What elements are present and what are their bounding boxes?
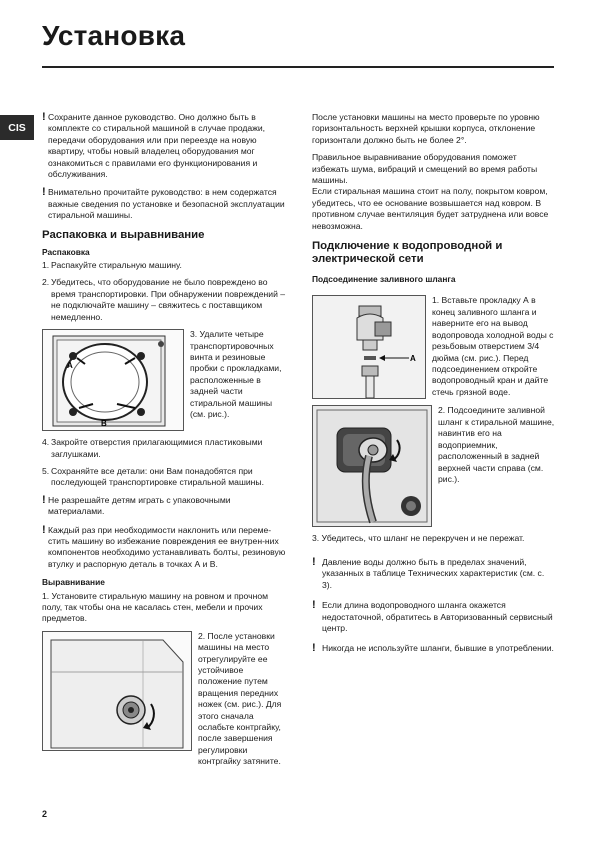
tap-figure (312, 295, 426, 399)
tap-hose-illustration (313, 296, 425, 398)
warning-icon: ! (42, 523, 46, 536)
warning-icon: ! (42, 111, 46, 123)
warning-used-hoses (312, 643, 555, 654)
leveling-benefit: Правильное выравнивание оборудования поможет избежать шума, вибраций и смещений во время работы машины. (312, 152, 538, 186)
inlet-figure (312, 405, 432, 527)
warning-icon: ! (312, 642, 316, 655)
figure-row-tap (312, 295, 555, 399)
carpet-note: Если стиральная машина стоит на полу, покрытом ковром, убедитесь, что ее основание возвышается над ковром. В противном случае вентиляция будет затруднена или вовсе невозможна. (312, 186, 549, 231)
figure-caption: 3. Удалите четыре транспортировочных винта и резиновые пробки с прокладками, расположенные в задней части стиральной машины (см. рис.). (190, 329, 282, 419)
warning-keep-manual (42, 112, 287, 180)
warning-text: Не разрешайте детям играть с упаковочными материалами. (48, 494, 231, 517)
page-title: Установка (42, 20, 186, 51)
hose-check: 3. Убедитесь, что шланг не перекручен и не пережат. (312, 533, 525, 544)
page-number: 2 (42, 809, 48, 819)
figure-row-feet (42, 631, 287, 768)
label-a: A (410, 354, 416, 364)
section-heading-unpacking: Распаковка и выравнивание (42, 228, 205, 241)
washer-foot-illustration (43, 632, 191, 750)
warning-transport (42, 525, 287, 571)
figure-caption: 2. После установки машины на место отрегулируйте ее устойчивое положение путем вращения передних ножек (см. рис.). Для этого сначала ослабьте контргайку, после завершения регулировки контргайку затяните. (198, 630, 282, 767)
warning-icon: ! (312, 555, 316, 568)
subheading-inlet-hose: Подсоединение заливного шланга (312, 274, 456, 285)
hose-inlet-illustration (313, 406, 431, 526)
warning-children (42, 495, 287, 518)
warning-icon: ! (42, 493, 46, 506)
warning-icon: ! (42, 186, 46, 199)
list-item: 1. Распакуйте стиральную машину. (42, 260, 182, 271)
list-item: 2. Убедитесь, что оборудование не было повреждено во время транспортировки. При обнаружении повреждений – не подключайте машину – свяжитесь с поставщиком немедленно. (42, 277, 286, 322)
title-rule (42, 66, 554, 68)
left-column (42, 112, 287, 774)
warning-icon: ! (312, 599, 316, 612)
warning-text: Давление воды должно быть в пределах значений, указанных в таблице Технических характеристик (см. с. 3). (322, 556, 545, 590)
warning-pressure (312, 557, 555, 591)
leveling-check: После установки машины на место проверьте по уровню горизонтальность верхней крышки корпуса, отклонение горизонтали должно быть не более 2°. (312, 112, 540, 145)
list-item: 4. Закройте отверстия прилагающимися пластиковыми заглушками. (42, 437, 263, 459)
warning-text: Если длина водопроводного шланга окажется недостаточной, обратитесь в Авторизованный сервисный центр. (322, 600, 553, 633)
right-column (312, 112, 555, 664)
warning-text: Никогда не используйте шланги, бывшие в употреблении. (322, 643, 554, 654)
label-b: B (101, 419, 107, 429)
figure-caption: 1. Вставьте прокладку А в конец заливного шланга и наверните его на вывод водопровода холодной воды с резьбовым отверстием 3/4 дюйма (см. рис.). Перед подсоединением откройте водопроводный кран и дайте стечь грязной воде. (432, 295, 554, 397)
washer-back-figure (42, 329, 184, 431)
figure-row-inlet (312, 405, 555, 527)
washer-foot-figure (42, 631, 192, 751)
leveling-step-1: 1. Установите стиральную машину на ровном и прочном полу, так чтобы она не касалась стен, мебели и прочих предметов. (42, 590, 269, 624)
language-tab: CIS (0, 115, 34, 140)
warning-text: Сохраните данное руководство. Оно должно быть в комплекте со стиральной машиной в случае продажи, передачи оборудования или при переезде на новую квартиру, чтобы новый владелец оборудования мог ознакомиться с правилами его функционирования и обслуживания. (48, 112, 266, 180)
washer-back-illustration (43, 330, 183, 430)
subheading-leveling: Выравнивание (42, 577, 105, 588)
warning-text: Каждый раз при необходимости наклонить или переме-стить машину во избежание повреждения ее внутрен-них компонентов необходимо устанавливать болты, резиновую втулку и распорную деталь в точках А и В. (48, 524, 286, 569)
subheading-unpacking: Распаковка (42, 246, 90, 257)
warning-read-manual (42, 187, 287, 221)
figure-row-screws (42, 329, 287, 431)
figure-caption: 2. Подсоедините заливной шланг к стиральной машине, навинтив его на водоприемник, расположенный в задней верхней части справа (см. рис.). (438, 405, 555, 484)
warning-hose-length (312, 600, 555, 634)
warning-text: Внимательно прочитайте руководство: в нем содержатся важные сведения по установке и безопасной эксплуатации стиральной машины. (48, 187, 285, 221)
label-a: A (67, 361, 73, 371)
section-heading-connection: Подключение к водопроводной и электрической сети (312, 240, 503, 266)
list-item: 5. Сохраняйте все детали: они Вам понадобятся при последующей транспортировке стиральной машины. (42, 465, 264, 488)
